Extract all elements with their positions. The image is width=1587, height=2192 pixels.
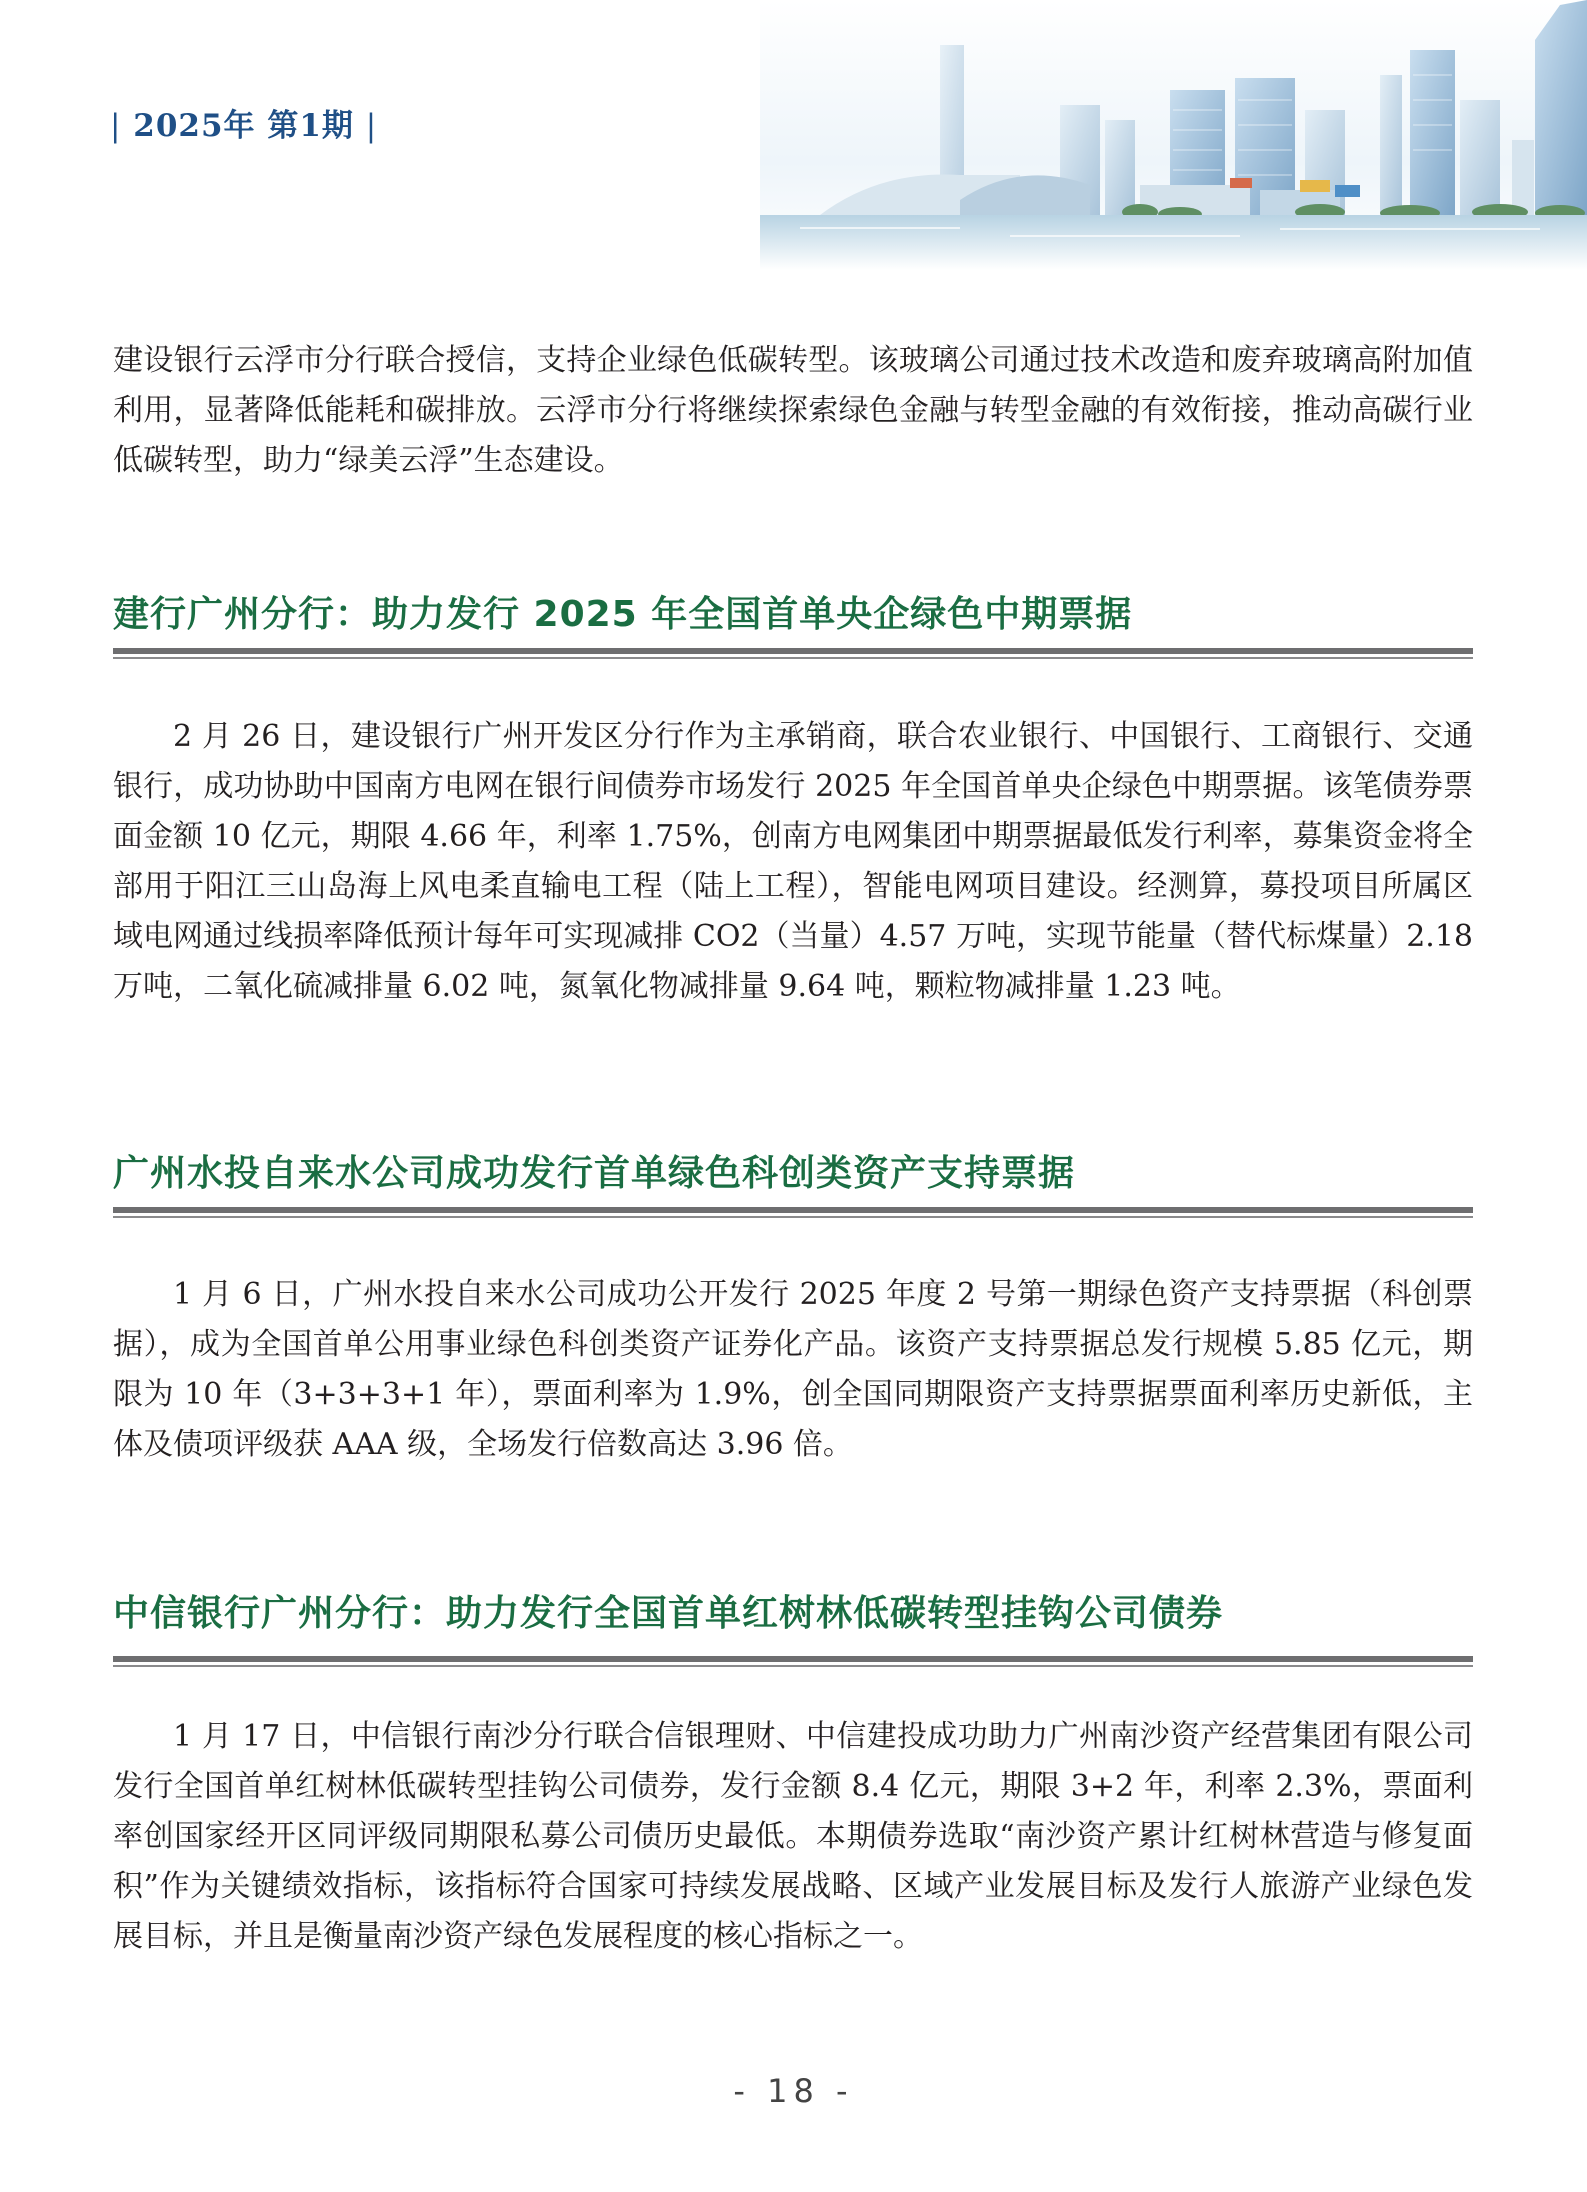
section-body-3: 1 月 17 日，中信银行南沙分行联合信银理财、中信建投成功助力广州南沙资产经营集团有限公司发行全国首单红树林低碳转型挂钩公司债券，发行金额 8.4 亿元，期限 3+2 年，利率 2.3%，票面利率创国家经开区同评级同期限私募公司债历史最低。本期债券选取“南沙资产累计红树林营造与修复面积”作为关键绩效指标，该指标符合国家可持续发展战略、区域产业发展目标及发行人旅游产业绿色发展目标，并且是衡量南沙资产绿色发展程度的核心指标之一。 [113, 1719, 1473, 1954]
section-body-2: 1 月 6 日，广州水投自来水公司成功公开发行 2025 年度 2 号第一期绿色资产支持票据（科创票据），成为全国首单公用事业绿色科创类资产证券化产品。该资产支持票据总发行规模 5.85 亿元，期限为 10 年（3+3+3+1 年），票面利率为 1.9%，创全国同期限资产支持票据票面利率历史新低，主体及债项评级获 AAA 级，全场发行倍数高达 3.96 倍。 [113, 1277, 1473, 1462]
issue-label [110, 100, 377, 145]
section-divider-2 [113, 1207, 1473, 1219]
intro-block [113, 336, 1473, 486]
issue-bar-left: | [110, 108, 122, 144]
issue-text: 2025年 第1期 [133, 108, 354, 144]
page-number: - 18 - [733, 2072, 854, 2110]
section-divider-3 [113, 1656, 1473, 1668]
section-divider-1 [113, 648, 1473, 660]
intro-paragraph: 建设银行云浮市分行联合授信，支持企业绿色低碳转型。该玻璃公司通过技术改造和废弃玻璃高附加值利用，显著降低能耗和碳排放。云浮市分行将继续探索绿色金融与转型金融的有效衔接，推动高碳行业低碳转型，助力“绿美云浮”生态建设。 [113, 343, 1473, 478]
section-title-1: 建行广州分行：助力发行 2025 年全国首单央企绿色中期票据 [113, 594, 1133, 635]
section-body-block-3 [113, 1712, 1473, 1962]
issue-bar-right: | [365, 108, 378, 144]
section-body-1: 2 月 26 日，建设银行广州开发区分行作为主承销商，联合农业银行、中国银行、工商银行、交通银行，成功协助中国南方电网在银行间债券市场发行 2025 年全国首单央企绿色中期票据。该笔债券票面金额 10 亿元，期限 4.66 年，利率 1.75%，创南方电网集团中期票据最低发行利率，募集资金将全部用于阳江三山岛海上风电柔直输电工程（陆上工程），智能电网项目建设。经测算，募投项目所属区域电网通过线损率降低预计每年可实现减排 CO2（当量）4.57 万吨，实现节能量（替代标煤量）2.18 万吨，二氧化硫减排量 6.02 吨，氮氧化物减排量 9.64 吨，颗粒物减排量 1.23 吨。 [113, 719, 1473, 1004]
section-body-block-2 [113, 1270, 1473, 1470]
section-title-3: 中信银行广州分行：助力发行全国首单红树林低碳转型挂钩公司债券 [113, 1593, 1224, 1634]
city-skyline-illustration [760, 0, 1587, 270]
section-body-block-1 [113, 712, 1473, 1012]
section-title-2: 广州水投自来水公司成功发行首单绿色科创类资产支持票据 [113, 1153, 1076, 1194]
